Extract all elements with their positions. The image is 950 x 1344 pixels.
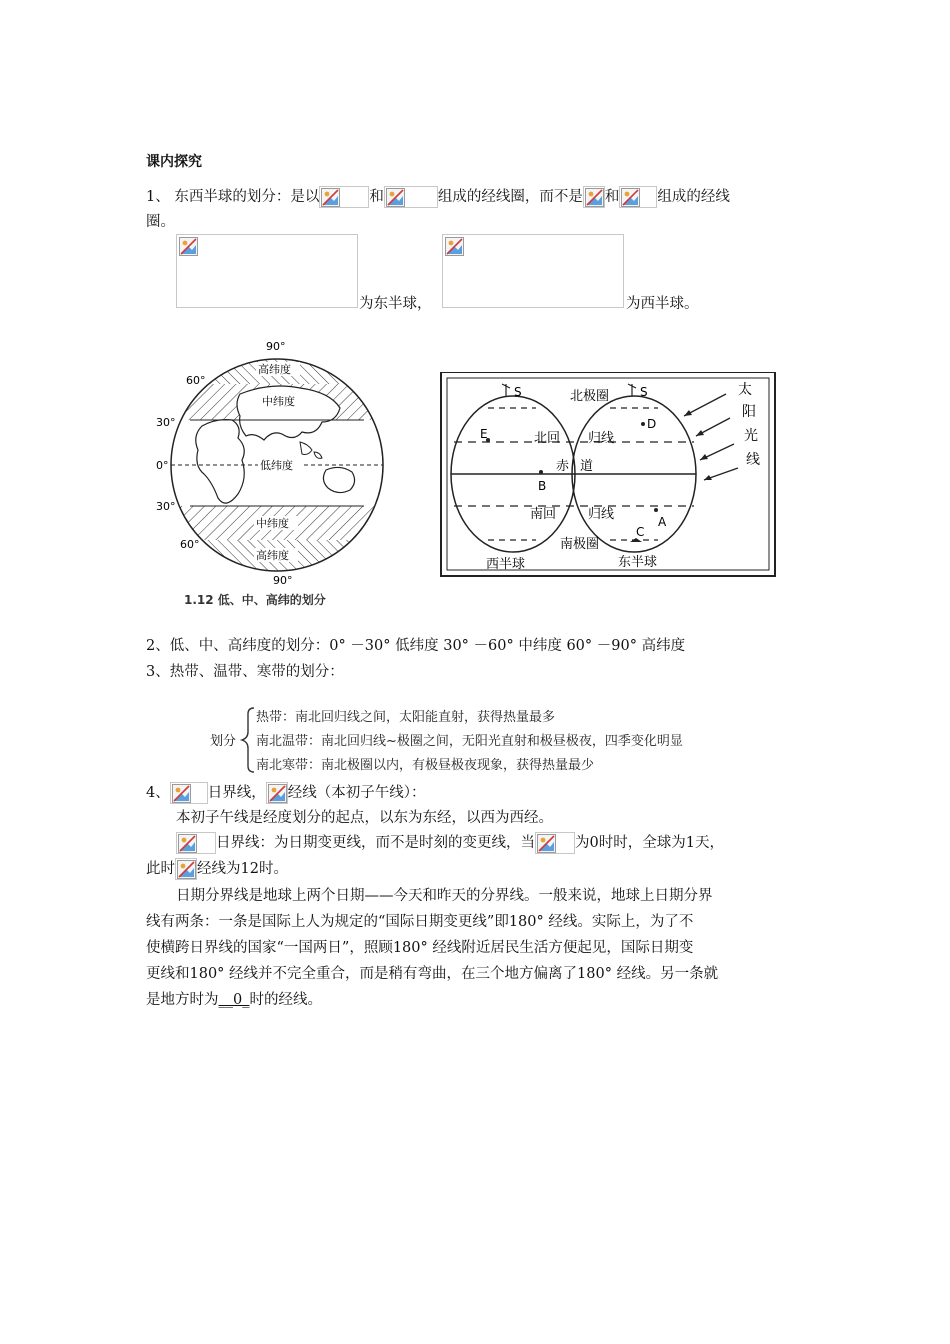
label-tropic-n-2: 归线 [588,431,615,446]
image-placeholder [583,186,605,208]
zone-temperate: 南北温带：南北回归线~极圈之间，无阳光直射和极昼极夜，四季变化明显 [256,734,683,749]
label-high-s: 高纬度 [256,549,289,562]
image-placeholder [176,832,216,854]
latitude-zones-figure [150,334,400,614]
broken-image-icon [585,188,605,208]
image-placeholder [384,186,438,208]
east-hemisphere-label: 为东半球， [359,296,432,312]
q4-prefix: 4、 [146,785,170,801]
broken-image-icon [445,237,465,257]
broken-image-icon [268,784,288,804]
label-point-e: E [480,427,488,441]
label-sun-1: 太 [738,382,752,398]
q3-text: 3、热带、温带、寒带的划分： [146,664,344,680]
broken-image-icon [537,834,557,854]
q4-p3-l5c: 时的经线。 [249,992,322,1008]
label-0: 0° [156,459,169,472]
q1-line1 [146,186,730,208]
label-eastern-hemisphere: 东半球 [618,555,658,570]
label-s-east: S [640,385,648,399]
east-hemisphere-image-placeholder [176,234,358,308]
label-tropic-n-1: 北回 [534,431,561,446]
label-mid-n: 中纬度 [262,395,295,408]
q4-p2-line1 [176,832,724,854]
label-tropic-s-2: 归线 [588,507,615,522]
australia-shape [323,467,354,492]
label-arctic-circle: 北极圈 [570,389,610,404]
west-hemisphere-label: 为西半球。 [626,296,699,312]
label-point-a: A [658,515,667,529]
q4-p3-line2: 线有两条：一条是国际上人为规定的“国际日期变更线”即180° 经线。实际上，为了不 [146,914,694,930]
label-sun-3: 光 [744,428,758,444]
label-point-c: C [636,525,645,539]
q4-p3-line5 [146,990,322,1010]
q4-p2c: 此时 [146,861,175,877]
label-30n: 30° [156,416,176,429]
label-60n: 60° [186,374,206,387]
point-d-dot [641,422,645,426]
zone-frigid: 南北寒带：南北极圈以内，有极昼极夜现象，获得热量最少 [256,758,595,773]
label-sun-4: 线 [746,452,760,468]
broken-image-icon [621,188,641,208]
section-title: 课内探究 [146,154,202,170]
label-point-b: B [538,479,547,493]
label-antarctic-circle: 南极圈 [560,537,600,552]
label-tropic-s-1: 南回 [530,507,557,522]
curly-brace-icon [240,704,256,776]
broken-image-icon [172,784,192,804]
q4-p1: 本初子午线是经度划分的起点，以东为东经，以西为西经。 [176,810,553,826]
q2-text: 2、低、中、高纬度的划分：0° －30° 低纬度 30° －60° 中纬度 60° －90° 高纬度 [146,638,686,654]
label-mid-s: 中纬度 [256,517,289,530]
q4-p3-line4: 更线和180° 经线并不完全重合，而是稍有弯曲，在三个地方偏离了180° 经线。另一条就 [146,966,719,982]
q1-and: 和 [369,189,384,205]
figure-caption: 1.12 低、中、高纬的划分 [184,593,326,607]
image-placeholder [535,832,575,854]
image-placeholder [170,782,208,804]
broken-image-icon [177,860,197,880]
islands-shape [300,442,322,458]
label-90n: 90° [266,340,286,353]
broken-image-icon [321,188,341,208]
zones-label: 划分 [210,734,237,749]
q4-p3-line1: 日期分界线是地球上两个日期——今天和昨天的分界线。一般来说，地球上日期分界 [176,888,713,904]
image-placeholder [175,858,197,880]
image-placeholder [619,186,657,208]
q4-p2d: 经线为12时。 [197,861,288,877]
q4-p3-l5a: 是地方时为 [146,992,219,1008]
label-equator-1: 赤 [556,459,570,474]
zone-tropical: 热带：南北回归线之间，太阳能直射，获得热量最多 [256,710,556,725]
q4-answer-blank: __0_ [218,992,250,1008]
q4-line1 [146,782,425,804]
point-a-dot [654,508,658,512]
q4-prime-meridian: 经线（本初子午线）： [287,785,426,801]
broken-image-icon [178,834,198,854]
hemispheres-sunlight-figure [438,372,788,582]
label-equator-2: 道 [580,459,594,474]
image-placeholder [266,782,288,804]
q4-p2a: 日界线：为日期变更线，而不是时刻的变更线，当 [216,835,535,851]
label-sun-2: 阳 [742,404,756,420]
label-point-d: D [647,417,657,431]
west-hemisphere-image-placeholder [442,234,624,308]
q4-date-line: 日界线， [207,785,266,801]
image-placeholder [319,186,369,208]
label-30s: 30° [156,500,176,513]
label-high-n: 高纬度 [258,363,291,376]
label-60s: 60° [180,538,200,551]
q4-p3-line3: 使横跨日界线的国家“一国两日”，照顾180° 经线附近居民生活方便起见，国际日期变 [146,940,694,956]
q1-prefix: 1、 东西半球的划分：是以 [146,189,320,205]
q1-mid: 组成的经线圈，而不是 [437,189,583,205]
label-western-hemisphere: 西半球 [486,557,526,572]
label-s-west: S [514,385,522,399]
q4-p2b: 为0时时，全球为1天， [575,835,724,851]
broken-image-icon [179,237,199,257]
climate-zones-figure [210,704,750,776]
q1-and: 和 [604,189,620,205]
label-90s: 90° [273,574,293,587]
q1-line2: 圈。 [146,214,175,230]
africa-shape [196,420,245,504]
label-low: 低纬度 [260,459,293,472]
q4-p2-line2 [146,858,288,880]
broken-image-icon [386,188,406,208]
point-b-dot [539,470,543,474]
q1-suffix: 组成的经线 [657,189,730,205]
